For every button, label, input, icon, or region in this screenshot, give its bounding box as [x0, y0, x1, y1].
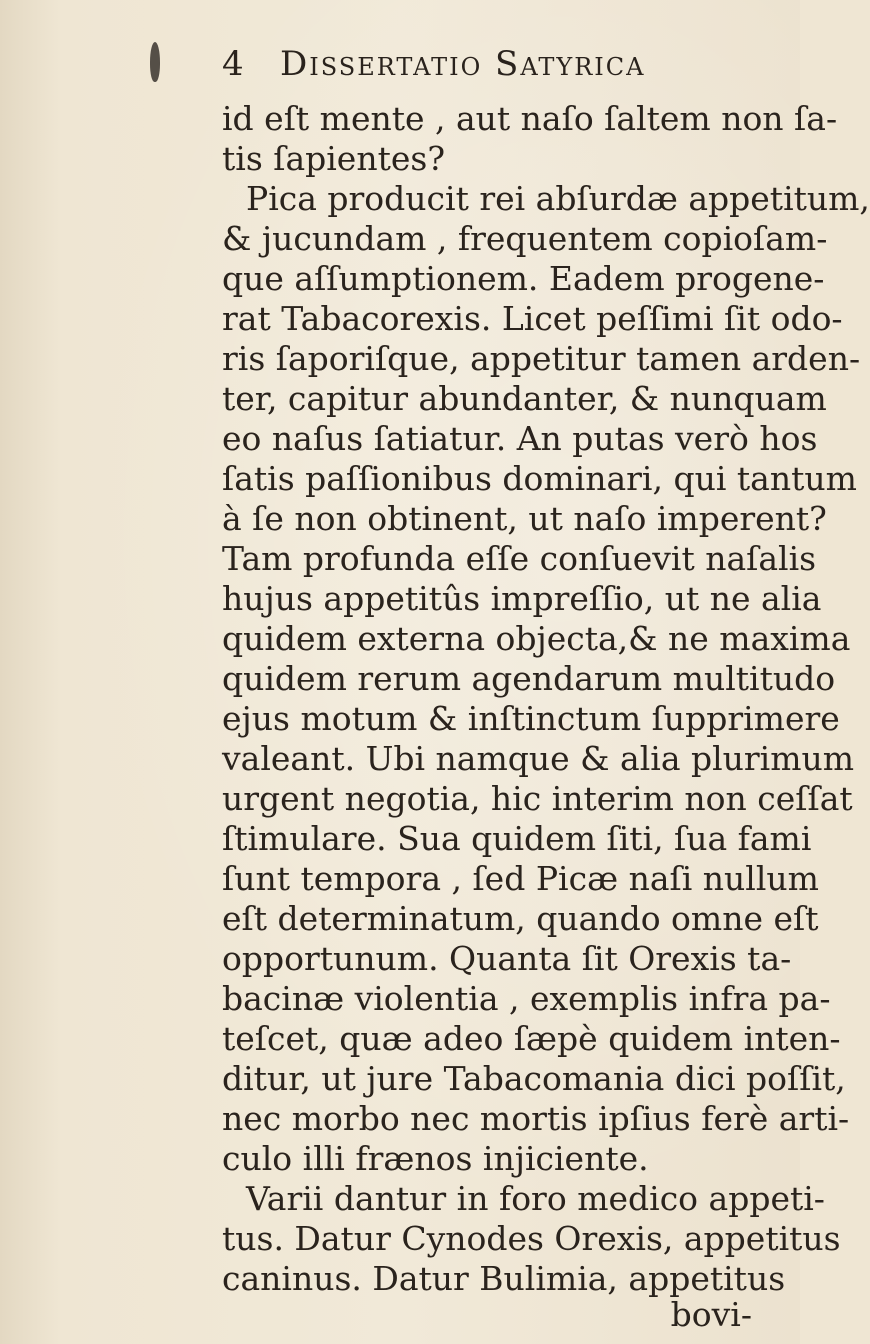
- text-line: urgent negotia, hic interim non ceſſat: [222, 779, 853, 818]
- text-line: ſunt tempora , ſed Picæ naſi nullum: [222, 859, 819, 898]
- text-line: tus. Datur Cynodes Orexis, appetitus: [222, 1219, 841, 1258]
- text-line: caninus. Datur Bulimia, appetitus: [222, 1259, 786, 1298]
- page-number: 4: [222, 44, 244, 84]
- text-line: eſt determinatum, quando omne eſt: [222, 899, 819, 938]
- text-line: ſtimulare. Sua quidem ſiti, ſua fami: [222, 819, 812, 858]
- text-line: nec morbo nec mortis ipſius ferè arti-: [222, 1099, 850, 1138]
- text-line: à ſe non obtinent, ut naſo imperent?: [222, 499, 827, 538]
- text-line: ſatis paſſionibus dominari, qui tantum: [222, 459, 857, 498]
- text-line: Varii dantur in foro medico appeti-: [246, 1179, 825, 1218]
- text-line: id eſt mente , aut naſo ſaltem non ſa-: [222, 99, 838, 138]
- text-line: ditur, ut jure Tabacomania dici poſſit,: [222, 1059, 846, 1098]
- text-line: Pica producit rei abſurdæ appetitum,: [246, 179, 870, 218]
- text-line: que aſſumptionem. Eadem progene-: [222, 259, 825, 298]
- text-line: tis ſapientes?: [222, 139, 446, 178]
- running-head: Dissertatio Satyrica: [280, 44, 646, 84]
- text-line: rat Tabacorexis. Licet peſſimi ſit odo-: [222, 299, 843, 338]
- text-line: hujus appetitûs impreſſio, ut ne alia: [222, 579, 822, 618]
- text-line: ter, capitur abundanter, & nunquam: [222, 379, 827, 418]
- catchword: bovi-: [670, 1295, 752, 1334]
- text-line: Tam profunda eſſe conſuevit naſalis: [222, 539, 817, 578]
- text-line: teſcet, quæ adeo ſæpè quidem inten-: [222, 1019, 841, 1058]
- text-line: valeant. Ubi namque & alia plurimum: [222, 739, 855, 778]
- ink-blot: [150, 42, 160, 82]
- page-header: [222, 40, 742, 90]
- text-line: ejus motum & inſtinctum ſupprimere: [222, 699, 840, 738]
- text-line: culo illi frænos injiciente.: [222, 1139, 649, 1178]
- text-line: quidem rerum agendarum multitudo: [222, 659, 836, 698]
- text-line: eo naſus ſatiatur. An putas verò hos: [222, 419, 818, 458]
- text-line: quidem externa objecta,& ne maxima: [222, 619, 851, 658]
- text-line: bacinæ violentia , exemplis infra pa-: [222, 979, 831, 1018]
- text-line: opportunum. Quanta ſit Orexis ta-: [222, 939, 792, 978]
- text-line: & jucundam , frequentem copioſam-: [222, 219, 828, 258]
- text-line: ris ſaporiſque, appetitur tamen arden-: [222, 339, 861, 378]
